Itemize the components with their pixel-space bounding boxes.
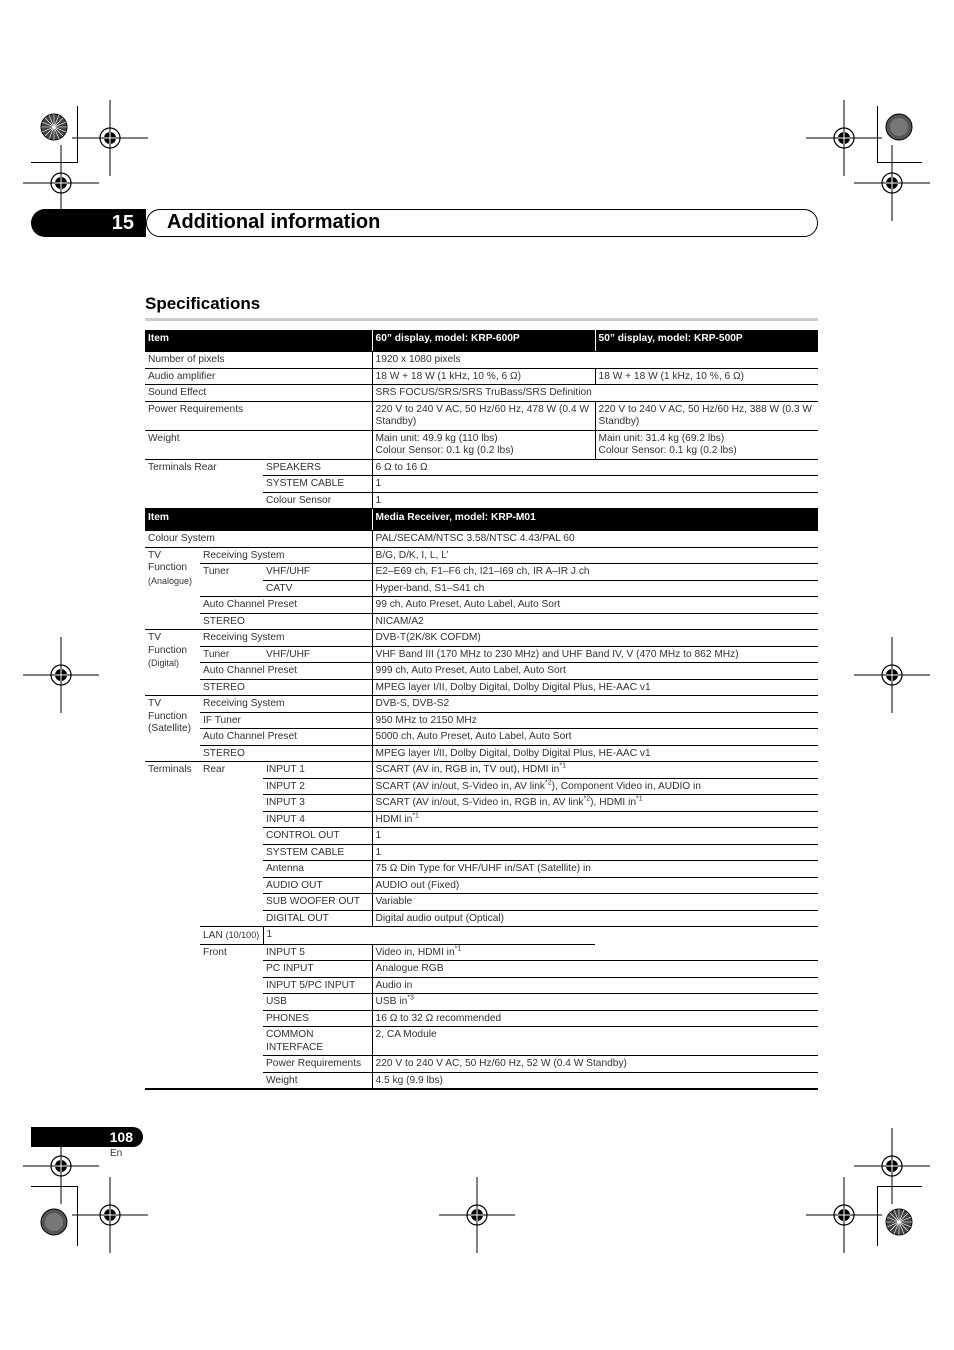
row-value: 99 ch, Auto Preset, Auto Label, Auto Sort [372, 597, 818, 614]
row-sublabel: Power Requirements [263, 1056, 372, 1073]
group-label-line: TV [148, 549, 162, 561]
row-value [372, 811, 818, 828]
value-text: SCART (AV in/out, S-Video in, AV link [375, 780, 546, 792]
group-label-analogue [145, 547, 200, 630]
row-sublabel: CONTROL OUT [263, 828, 372, 845]
header-item: Item [145, 509, 372, 531]
row-sublabel: IF Tuner [200, 712, 372, 729]
row-sublabel: CATV [263, 580, 372, 597]
group-label-line: TV [148, 632, 162, 643]
table-row [145, 401, 818, 430]
row-sublabel: PC INPUT [263, 961, 372, 978]
row-value: 1 [372, 844, 818, 861]
row-value: DVB-S, DVB-S2 [372, 696, 818, 713]
header-krp600p: 60” display, model: KRP-600P [372, 330, 595, 352]
table-row [145, 368, 818, 385]
row-value: 5000 ch, Auto Preset, Auto Label, Auto Sort [372, 729, 818, 746]
group-label-line: (Analogue) [148, 575, 193, 586]
label-text: LAN [203, 930, 223, 941]
row-value: Hyper-band, S1–S41 ch [372, 580, 818, 597]
table-row [145, 944, 818, 961]
row-sublabel: AUDIO OUT [263, 877, 372, 894]
row-sublabel: COMMON INTERFACE [263, 1027, 372, 1056]
weight-sensor: Colour Sensor: 0.1 kg (0.2 lbs) [598, 445, 737, 456]
row-label: Number of pixels [145, 352, 372, 369]
table-row [145, 646, 818, 663]
row-label: Audio amplifier [145, 368, 372, 385]
value-text: USB in [375, 996, 408, 1007]
target-mark [72, 1177, 148, 1253]
row-value: MPEG layer I/II, Dolby Digital, Dolby Digital Plus, HE-AAC v1 [372, 679, 818, 696]
label-text: (10/100) [225, 930, 260, 940]
weight-main: Main unit: 31.4 kg (69.2 lbs) [598, 432, 725, 444]
section-title: Specifications [145, 294, 261, 313]
table-row [145, 430, 818, 459]
value-text: ), Component Video in, AUDIO in [551, 780, 701, 792]
dot-mark-top-right [886, 114, 912, 140]
footnote-ref: *2 [583, 795, 591, 803]
row-value [372, 944, 818, 961]
row-sublabel: SPEAKERS [263, 459, 372, 476]
group-label-line: (Digital) [148, 658, 180, 668]
value-text: Video in, HDMI in [375, 946, 455, 958]
table-row [145, 729, 818, 746]
value-text: ), HDMI in [590, 797, 636, 808]
row-sublabel: VHF/UHF [263, 564, 372, 581]
group-label-front: Front [200, 944, 263, 1089]
row-value: NICAM/A2 [372, 613, 818, 630]
target-mark [806, 1177, 882, 1253]
footnote-ref: *1 [559, 762, 566, 770]
row-sublabel: INPUT 3 [263, 795, 372, 812]
row-sublabel: Receiving System [200, 696, 372, 713]
group-label-terminals: Terminals [145, 762, 200, 1090]
table-row [145, 459, 818, 476]
row-label: Weight [145, 430, 372, 459]
header-krp500p: 50” display, model: KRP-500P [595, 330, 818, 352]
row-value: 1 [372, 828, 818, 845]
row-sublabel: Weight [263, 1072, 372, 1089]
table-row [145, 679, 818, 696]
row-value: SRS FOCUS/SRS/SRS TruBass/SRS Definition [372, 385, 818, 402]
table-header-row [145, 330, 818, 352]
row-value [372, 430, 595, 459]
footnote-ref: *3 [407, 994, 414, 1002]
row-sublabel: Receiving System [200, 630, 372, 647]
target-mark [854, 637, 930, 713]
row-value: B/G, D/K, I, L, L’ [372, 547, 818, 564]
row-sublabel: Antenna [263, 861, 372, 878]
page-number-badge [31, 1127, 143, 1147]
table-row [145, 385, 818, 402]
row-sublabel: SUB WOOFER OUT [263, 894, 372, 911]
row-value: 950 MHz to 2150 MHz [372, 712, 818, 729]
table-row [145, 745, 818, 762]
value-text: HDMI in [375, 813, 413, 825]
target-mark [72, 100, 148, 176]
row-value [372, 795, 818, 812]
target-mark [854, 1128, 930, 1204]
row-sublabel: USB [263, 994, 372, 1011]
target-mark [439, 1177, 515, 1253]
row-value: DVB-T(2K/8K COFDM) [372, 630, 818, 647]
group-label-digital [145, 630, 200, 696]
page-number: 108 [109, 1129, 133, 1145]
row-value: 999 ch, Auto Preset, Auto Label, Auto Sort [372, 663, 818, 680]
group-label-line: Function [148, 644, 188, 656]
row-sublabel: INPUT 5 [263, 944, 372, 961]
row-value: 18 W + 18 W (1 kHz, 10 %, 6 Ω) [595, 368, 818, 385]
table-row [145, 352, 818, 369]
row-value: Digital audio output (Optical) [372, 910, 818, 927]
table-row [145, 663, 818, 680]
row-sublabel: INPUT 4 [263, 811, 372, 828]
row-sublabel: STEREO [200, 679, 372, 696]
row-sublabel: Tuner [200, 564, 263, 597]
group-label-line: (Satellite) [148, 723, 192, 734]
row-value: 18 W + 18 W (1 kHz, 10 %, 6 Ω) [372, 368, 595, 385]
chapter-title: Additional information [167, 211, 381, 233]
header-item: Item [145, 330, 372, 352]
row-value: 1 [372, 476, 818, 493]
row-sublabel: STEREO [200, 745, 372, 762]
table-row [145, 712, 818, 729]
group-label-satellite [145, 696, 200, 762]
language-code: En [110, 1148, 123, 1159]
row-value: Analogue RGB [372, 961, 818, 978]
row-value: E2–E69 ch, F1–F6 ch, I21–I69 ch, IR A–IR J ch [372, 564, 818, 581]
dot-mark-bottom-left [41, 1209, 67, 1235]
row-sublabel: Auto Channel Preset [200, 597, 372, 614]
row-label: Colour System [145, 531, 372, 548]
row-value: MPEG layer I/II, Dolby Digital, Dolby Digital Plus, HE-AAC v1 [372, 745, 818, 762]
row-sublabel: Auto Channel Preset [200, 663, 372, 680]
row-value [595, 430, 818, 459]
row-value [372, 994, 818, 1011]
row-sublabel: DIGITAL OUT [263, 910, 372, 927]
table-row [145, 547, 818, 564]
row-sublabel: SYSTEM CABLE [263, 844, 372, 861]
table-row [145, 531, 818, 548]
row-sublabel: Auto Channel Preset [200, 729, 372, 746]
table-row [145, 564, 818, 581]
row-sublabel: INPUT 1 [263, 762, 372, 779]
section-rule [145, 318, 818, 321]
row-value: 220 V to 240 V AC, 50 Hz/60 Hz, 52 W (0.4 W Standby) [372, 1056, 818, 1073]
table-row [145, 696, 818, 713]
row-value: 1920 x 1080 pixels [372, 352, 818, 369]
footnote-ref: *1 [636, 795, 643, 803]
row-value: Variable [372, 894, 818, 911]
row-value: 220 V to 240 V AC, 50 Hz/60 Hz, 388 W (0.3 W Standby) [595, 401, 818, 430]
table-row [145, 762, 818, 779]
row-value: 1 [372, 492, 818, 509]
row-value: AUDIO out (Fixed) [372, 877, 818, 894]
table-row [145, 927, 818, 945]
value-text: SCART (AV in/out, S-Video in, RGB in, AV link [375, 797, 584, 808]
row-value: 6 Ω to 16 Ω [372, 459, 818, 476]
row-value: 2, CA Module [372, 1027, 818, 1056]
row-sublabel: Colour Sensor [263, 492, 372, 509]
row-sublabel: INPUT 2 [263, 778, 372, 795]
row-sublabel [200, 927, 263, 945]
row-value: 75 Ω Din Type for VHF/UHF in/SAT (Satellite) in [372, 861, 818, 878]
table-header-row [145, 509, 818, 531]
group-label-line: TV [148, 698, 162, 709]
weight-sensor: Colour Sensor: 0.1 kg (0.2 lbs) [375, 445, 514, 456]
header-krp-m01: Media Receiver, model: KRP-M01 [372, 509, 818, 531]
target-mark [806, 100, 882, 176]
group-label-line: Function [148, 710, 188, 722]
row-sublabel: Receiving System [200, 547, 372, 564]
group-label-rear: Rear [200, 762, 263, 927]
footnote-ref: *1 [412, 812, 419, 820]
row-value [372, 762, 818, 779]
value-text: SCART (AV in, RGB in, TV out), HDMI in [375, 764, 560, 775]
weight-main: Main unit: 49.9 kg (110 lbs) [375, 432, 498, 444]
table-row [145, 597, 818, 614]
row-value [372, 778, 818, 795]
row-sublabel: STEREO [200, 613, 372, 630]
row-value: PAL/SECAM/NTSC 3.58/NTSC 4.43/PAL 60 [372, 531, 818, 548]
row-label: Terminals Rear [145, 459, 263, 509]
target-mark [854, 145, 930, 221]
table-row [145, 613, 818, 630]
row-sublabel: Tuner [200, 646, 263, 663]
row-sublabel: INPUT 5/PC INPUT [263, 977, 372, 994]
row-value: 1 [263, 927, 595, 945]
specifications-table [145, 330, 818, 1090]
row-value: 4.5 kg (9.9 lbs) [372, 1072, 818, 1089]
chapter-number: 15 [111, 212, 134, 234]
row-value: Audio in [372, 977, 818, 994]
footnote-ref: *1 [454, 945, 462, 953]
row-value: 220 V to 240 V AC, 50 Hz/60 Hz, 478 W (0.4 W Standby) [372, 401, 595, 430]
row-value: 16 Ω to 32 Ω recommended [372, 1010, 818, 1027]
row-sublabel: PHONES [263, 1010, 372, 1027]
star-mark-bottom-right [886, 1209, 912, 1235]
target-mark [23, 637, 99, 713]
row-sublabel: SYSTEM CABLE [263, 476, 372, 493]
group-label-line: Function [148, 562, 188, 573]
row-label: Sound Effect [145, 385, 372, 402]
footnote-ref: *2 [545, 779, 552, 787]
row-label: Power Requirements [145, 401, 372, 430]
star-mark-top-left [41, 114, 67, 140]
chapter-title-bar [146, 209, 818, 237]
table-row [145, 630, 818, 647]
row-sublabel: VHF/UHF [263, 646, 372, 663]
chapter-number-badge [31, 209, 146, 237]
row-value: VHF Band III (170 MHz to 230 MHz) and UHF Band IV, V (470 MHz to 862 MHz) [372, 646, 818, 663]
